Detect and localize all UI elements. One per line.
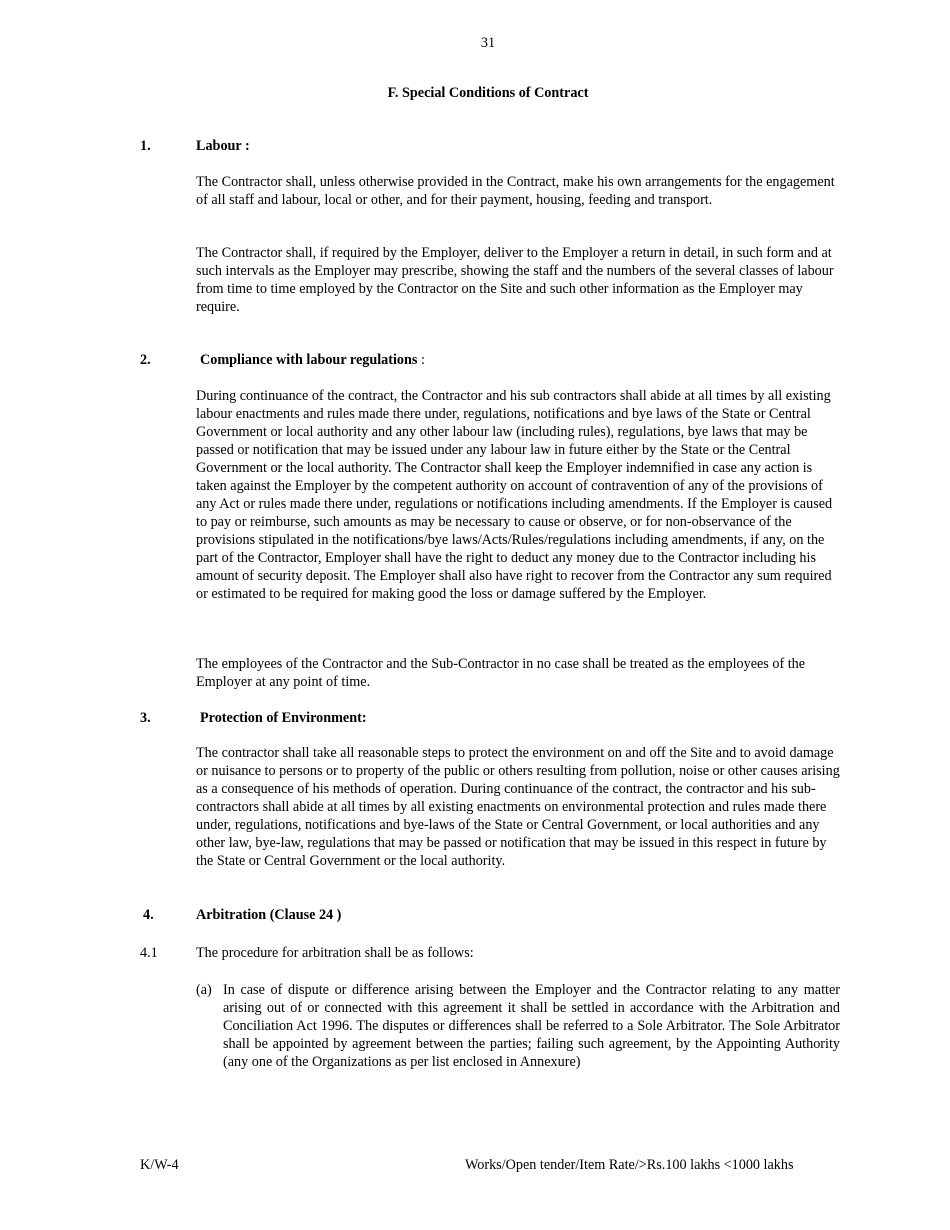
clause-3-number: 3.: [140, 710, 151, 726]
clause-2-heading: Compliance with labour regulations: [200, 352, 418, 368]
clause-2-heading-line: [200, 351, 425, 369]
clause-2-number: 2.: [140, 352, 151, 368]
clause-3-heading: Protection of Environment:: [200, 710, 367, 726]
page-number: 31: [480, 35, 496, 51]
clause-4-heading: Arbitration (Clause 24 ): [196, 907, 342, 923]
footer-document-code: K/W-4: [140, 1157, 179, 1173]
clause-1-heading: Labour :: [196, 138, 250, 154]
subclause-4-1-text: The procedure for arbitration shall be as follows:: [196, 945, 474, 961]
clause-2-paragraph-1: During continuance of the contract, the Contractor and his sub contractors shall abide at all times by all existing labour enactments and rules made there under, regulations, notifications and bye laws of the State or Central Government or local authority and any other labour law (including rules), regulations, bye laws that may be passed or notification that may be issued under any labour law in future either by the State or the Central Government or the local authority. The Contractor shall keep the Employer indemnified in case any action is taken against the Employer by the competent authority on account of contravention of any of the provisions of any Act or rules made there under, regulations or notifications including amendments. If the Employer is caused to pay or reimburse, such amounts as may be necessary to cause or observe, or for non-observance of the provisions stipulated in the notifications/bye laws/Acts/Rules/regulations including amendments, if any, on the part of the Contractor, Employer shall have the right to deduct any money due to the Contractor including his amount of security deposit. The Employer shall also have right to recover from the Contractor any sum required or estimated to be required for making good the loss or damage suffered by the Employer.: [196, 388, 833, 602]
subclause-4-1-number: 4.1: [140, 945, 158, 961]
subclause-item-a-label: (a): [196, 982, 212, 998]
clause-3-paragraph-1: The contractor shall take all reasonable steps to protect the environment on and off the Site and to avoid damage or nuisance to persons or to property of the public or others resulting from pollution, noise or other causes arising as a consequence of his methods of operation. During continuance of the contract, the contractor and his sub-contractors shall abide at all times by all existing enactments on environmental protection and rules made there under, regulations, notifications and bye-laws of the State or Central Government, or local authorities and any other law, bye-law, regulations that may be passed or notification that may be issued in this respect in future by the State or Central Government or the local authority.: [196, 745, 840, 869]
clause-2-heading-suffix: :: [417, 352, 425, 368]
clause-4-number: 4.: [143, 907, 154, 923]
subclause-item-a-text: In case of dispute or difference arising between the Employer and the Contractor relating to any matter arising out of or connected with this agreement it shall be settled in accordance with the Arbitration and Conciliation Act 1996. The disputes or differences shall be referred to a Sole Arbitrator. The Sole Arbitrator shall be appointed by agreement between the parties; failing such agreement, by the Appointing Authority (any one of the Organizations as per list enclosed in Annexure): [223, 982, 840, 1070]
clause-1-paragraph-2: The Contractor shall, if required by the Employer, deliver to the Employer a return in detail, in such form and at such intervals as the Employer may prescribe, showing the staff and the numbers of the several classes of labour from time to time employed by the Contractor on the Site and such other information as the Employer may require.: [196, 245, 834, 315]
section-title: F. Special Conditions of Contract: [387, 85, 589, 101]
clause-2-paragraph-2: The employees of the Contractor and the Sub-Contractor in no case shall be treated as the employees of the Employer at any point of time.: [196, 656, 806, 690]
clause-1-number: 1.: [140, 138, 151, 154]
footer-tender-category: Works/Open tender/Item Rate/>Rs.100 lakhs <1000 lakhs: [465, 1157, 794, 1173]
clause-1-paragraph-1: The Contractor shall, unless otherwise provided in the Contract, make his own arrangements for the engagement of all staff and labour, local or other, and for their payment, housing, feeding and transport.: [196, 174, 835, 208]
